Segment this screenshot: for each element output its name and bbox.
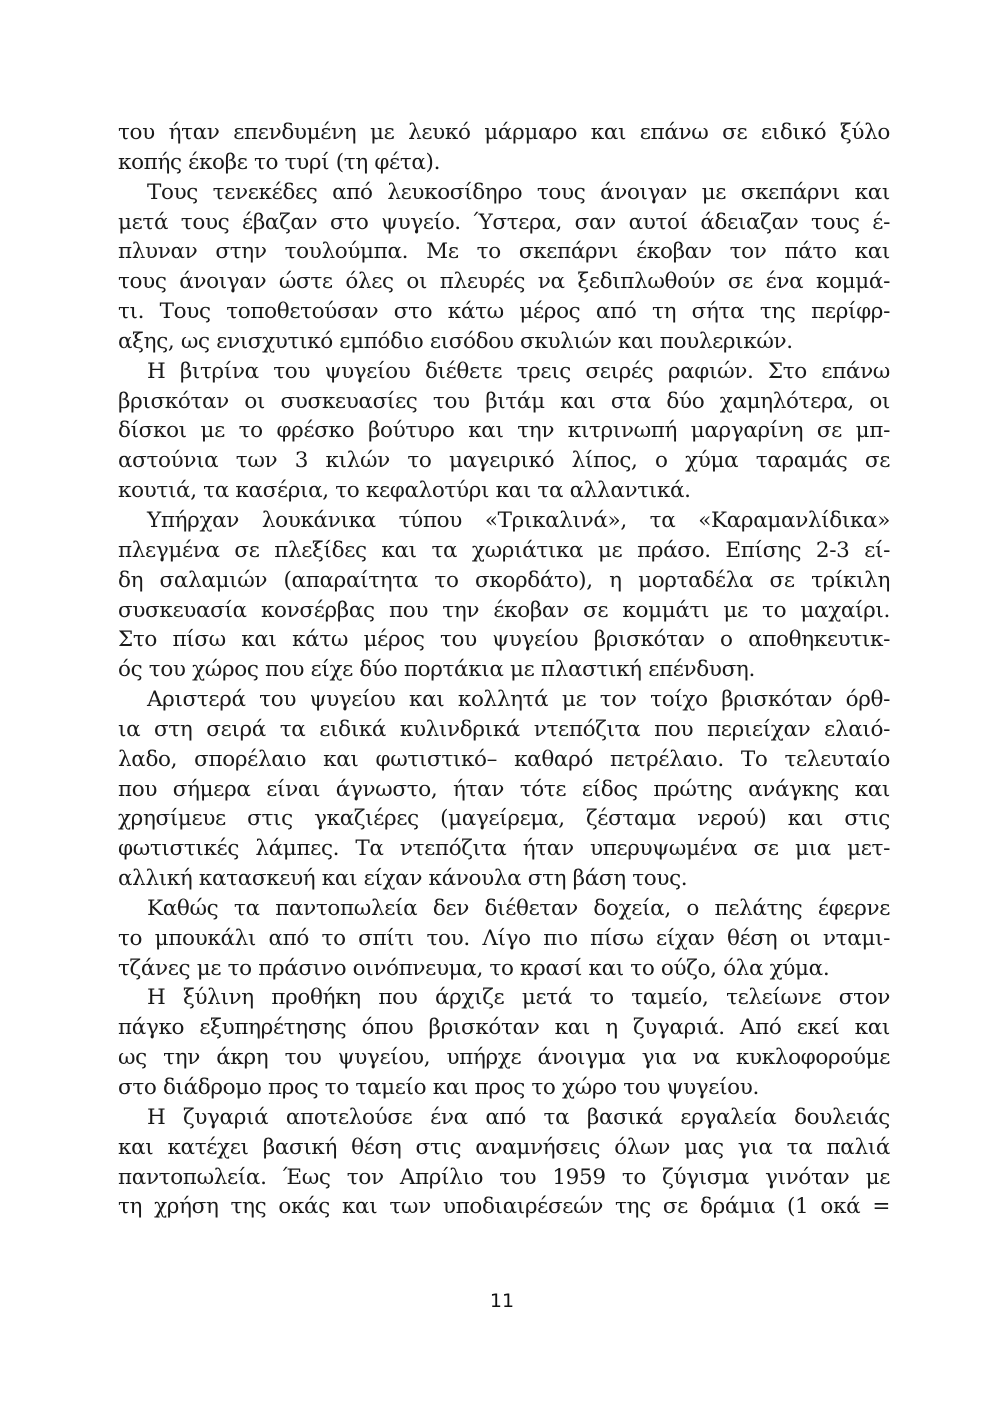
text-line: συσκευασία κονσέρβας που την έκοβαν σε κομμάτι με το μαχαίρι. — [118, 597, 890, 623]
text-line: τους άνοιγαν ώστε όλες οι πλευρές να ξεδιπλωθούν σε ένα κομμά- — [118, 269, 890, 295]
text-line: Υπήρχαν λουκάνικα τύπου «Τρικαλινά», τα «Καραμανλίδικα» — [147, 507, 890, 533]
page-number: 11 — [489, 1290, 515, 1312]
text-line: του ήταν επενδυμένη με λευκό μάρμαρο και επάνω σε ειδικό ξύλο — [118, 120, 890, 145]
text-line: λαδο, σπορέλαιο και φωτιστικό– καθαρό πετρέλαιο. Το τελευταίο — [118, 746, 890, 772]
text-line: το μπουκάλι από το σπίτι του. Λίγο πιο πίσω είχαν θέση οι νταμι- — [118, 925, 890, 951]
text-line: πλυναν στην τουλούμπα. Με το σκεπάρνι έκοβαν τον πάτο και — [118, 239, 890, 265]
text-line: και κατέχει βασική θέση στις αναμνήσεις όλων μας για τα παλιά — [118, 1134, 890, 1160]
text-line: αξης, ως ενισχυτικό εμπόδιο εισόδου σκυλιών και πουλερικών. — [118, 328, 793, 354]
text-line: παντοπωλεία. Έως τον Απρίλιο του 1959 το ζύγισμα γινόταν με — [118, 1164, 890, 1190]
text-line: πλεγμένα σε πλεξίδες και τα χωριάτικα με πράσο. Επίσης 2-3 εί- — [118, 537, 890, 563]
text-line: Η βιτρίνα του ψυγείου διέθετε τρεις σειρές ραφιών. Στο επάνω — [147, 358, 890, 384]
text-line: μετά τους έβαζαν στο ψυγείο. Ύστερα, σαν αυτοί άδειαζαν τους έ- — [118, 209, 890, 235]
text-line: Αριστερά του ψυγείου και κολλητά με τον τοίχο βρισκόταν όρθ- — [147, 687, 890, 713]
text-line: Η ξύλινη προθήκη που άρχιζε μετά το ταμείο, τελείωνε στον — [147, 985, 890, 1011]
paragraph — [118, 506, 890, 685]
paragraph — [118, 894, 890, 984]
text-line: κουτιά, τα κασέρια, το κεφαλοτύρι και τα αλλαντικά. — [118, 478, 691, 504]
text-line: αλλική κατασκευή και είχαν κάνουλα στη βάση τους. — [118, 866, 688, 892]
text-line: Τους τενεκέδες από λευκοσίδηρο τους άνοιγαν με σκεπάρνι και — [147, 179, 890, 205]
text-line: δίσκοι με το φρέσκο βούτυρο και την κιτρινωπή μαργαρίνη σε μπ- — [118, 418, 890, 444]
text-line: Καθώς τα παντοπωλεία δεν διέθεταν δοχεία, ο πελάτης έφερνε — [147, 895, 890, 921]
text-line: τι. Τους τοποθετούσαν στο κάτω μέρος από τη σήτα της περίφρ- — [118, 299, 890, 325]
text-line: τη χρήση της οκάς και των υποδιαιρέσεών της σε δράμια (1 οκά = — [118, 1194, 890, 1220]
paragraph — [118, 118, 890, 178]
text-line: δη σαλαμιών (απαραίτητα το σκορδάτο), η μορταδέλα σε τρίκιλη — [118, 567, 890, 593]
paragraph — [118, 1103, 890, 1222]
text-line: ός του χώρος που είχε δύο πορτάκια με πλαστική επένδυση. — [118, 657, 755, 683]
paragraph — [118, 357, 890, 506]
text-line: αστούνια των 3 κιλών το μαγειρικό λίπος, ο χύμα ταραμάς σε — [118, 448, 890, 474]
text-line: ως την άκρη του ψυγείου, υπήρχε άνοιγμα για να κυκλοφορούμε — [118, 1045, 890, 1071]
text-line: ια στη σειρά τα ειδικά κυλινδρικά ντεπόζιτα που περιείχαν ελαιό- — [118, 716, 890, 742]
paragraph — [118, 983, 890, 1102]
body-text — [118, 118, 890, 1222]
text-line: πάγκο εξυπηρέτησης όπου βρισκόταν και η ζυγαριά. Από εκεί και — [118, 1015, 890, 1041]
paragraph — [118, 685, 890, 894]
text-line: τζάνες με το πράσινο οινόπνευμα, το κρασί και το ούζο, όλα χύμα. — [118, 955, 830, 981]
text-line: χρησίμευε στις γκαζιέρες (μαγείρεμα, ζέσταμα νερού) και στις — [118, 806, 890, 832]
text-line: βρισκόταν οι συσκευασίες του βιτάμ και στα δύο χαμηλότερα, οι — [118, 388, 890, 414]
text-line: κοπής έκοβε το τυρί (τη φέτα). — [118, 149, 441, 175]
text-line: Η ζυγαριά αποτελούσε ένα από τα βασικά εργαλεία δουλειάς — [147, 1104, 890, 1130]
text-line: Στο πίσω και κάτω μέρος του ψυγείου βρισκόταν ο αποθηκευτικ- — [118, 627, 890, 653]
text-line: που σήμερα είναι άγνωστο, ήταν τότε είδος πρώτης ανάγκης και — [118, 776, 890, 802]
paragraph — [118, 178, 890, 357]
text-line: στο διάδρομο προς το ταμείο και προς το χώρο του ψυγείου. — [118, 1075, 759, 1100]
text-line: φωτιστικές λάμπες. Τα ντεπόζιτα ήταν υπερυψωμένα σε μια μετ- — [118, 836, 890, 862]
